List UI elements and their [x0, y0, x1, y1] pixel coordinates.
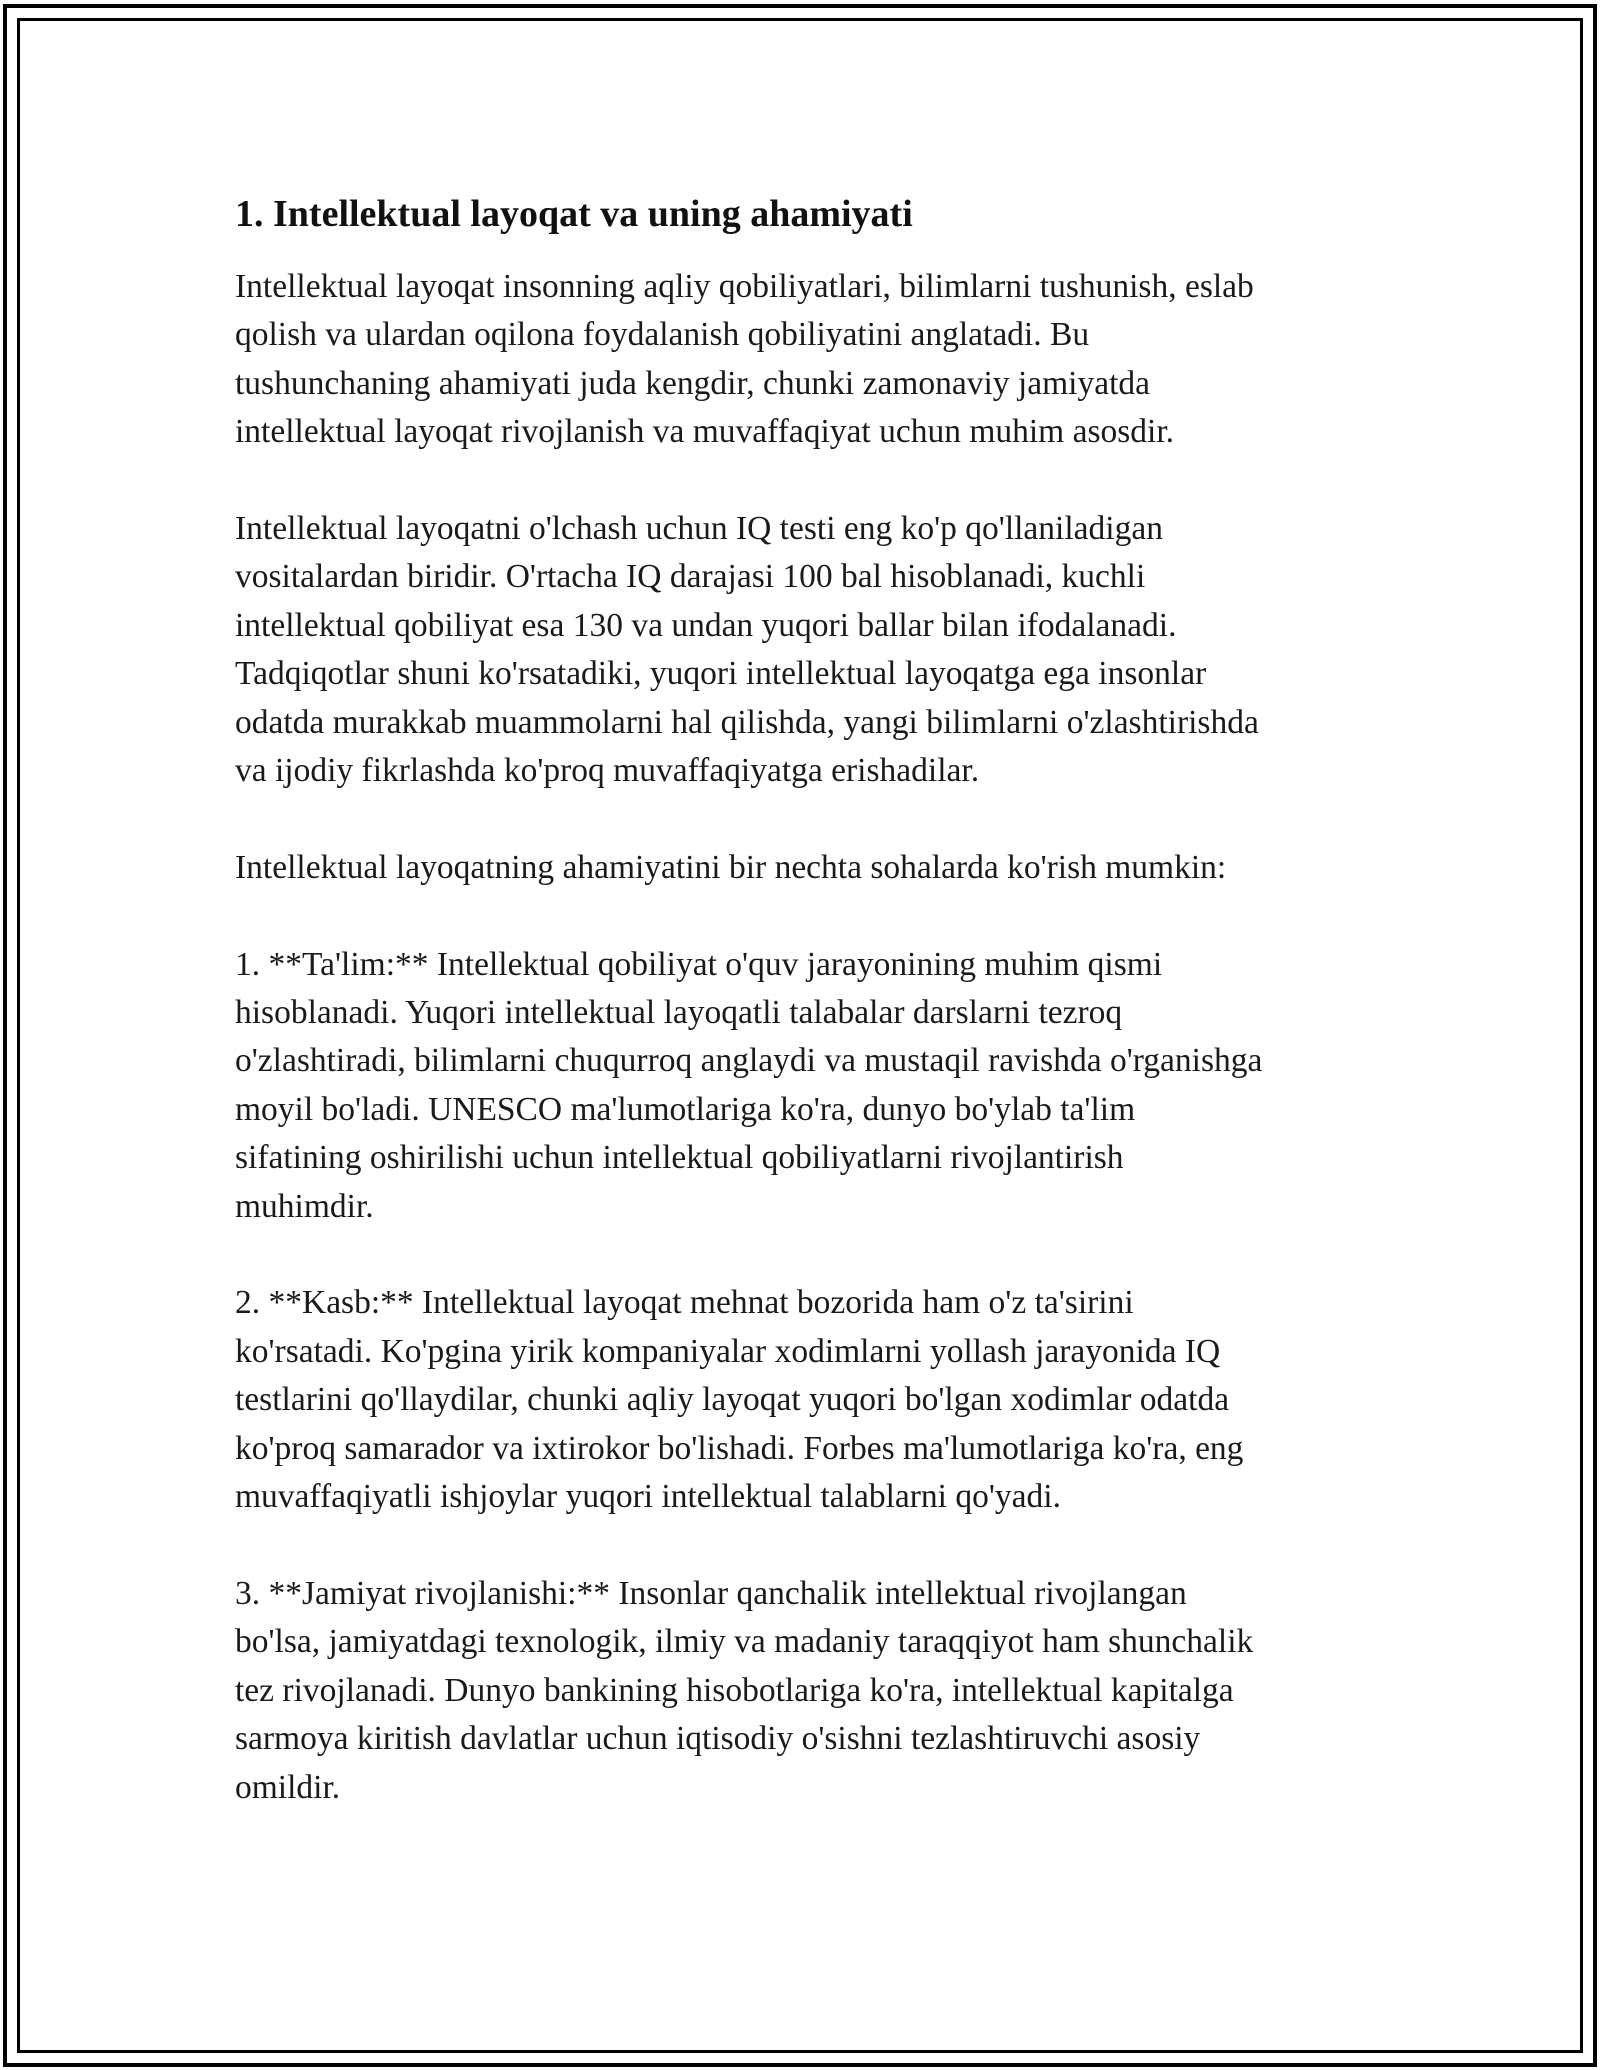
text-line: 1. **Ta'lim:** Intellektual qobiliyat o'quv jarayonining muhim qismi	[235, 945, 1163, 983]
list-item-society	[235, 1570, 1375, 1812]
text-line: muvaffaqiyatli ishjoylar yuqori intellektual talablarni qo'yadi.	[235, 1478, 1061, 1516]
text-line: muhimdir.	[235, 1187, 374, 1225]
text-line: Intellektual layoqatning ahamiyatini bir nechta sohalarda ko'rish mumkin:	[235, 848, 1227, 886]
text-line: Intellektual layoqatni o'lchash uchun IQ testi eng ko'p qo'llaniladigan	[235, 510, 1163, 548]
text-line: intellektual layoqat rivojlanish va muvaffaqiyat uchun muhim asosdir.	[235, 413, 1175, 451]
paragraph-definition	[235, 263, 1375, 457]
text-line: 2. **Kasb:** Intellektual layoqat mehnat bozorida ham o'z ta'sirini	[235, 1284, 1134, 1322]
list-item-education	[235, 941, 1375, 1231]
text-line: bo'lsa, jamiyatdagi texnologik, ilmiy va madaniy taraqqiyot ham shunchalik	[235, 1623, 1254, 1661]
list-item-profession	[235, 1279, 1375, 1521]
text-line: vositalardan biridir. O'rtacha IQ darajasi 100 bal hisoblanadi, kuchli	[235, 558, 1146, 596]
text-line: omildir.	[235, 1768, 341, 1806]
text-line: Tadqiqotlar shuni ko'rsatadiki, yuqori intellektual layoqatga ega insonlar	[235, 655, 1207, 693]
section-heading: 1. Intellektual layoqat va uning ahamiyati	[235, 193, 913, 235]
text-line: Intellektual layoqat insonning aqliy qobiliyatlari, bilimlarni tushunish, eslab	[235, 268, 1254, 305]
text-line: tez rivojlanadi. Dunyo bankining hisobotlariga ko'ra, intellektual kapitalga	[235, 1671, 1234, 1709]
text-line: va ijodiy fikrlashda ko'proq muvaffaqiyatga erishadilar.	[235, 752, 980, 790]
text-line: sifatining oshirilishi uchun intellektual qobiliyatlarni rivojlantirish	[235, 1139, 1124, 1177]
text-line: 3. **Jamiyat rivojlanishi:** Insonlar qanchalik intellektual rivojlangan	[235, 1574, 1187, 1612]
text-line: odatda murakkab muammolarni hal qilishda, yangi bilimlarni o'zlashtirishda	[235, 703, 1259, 741]
text-line: sarmoya kiritish davlatlar uchun iqtisodiy o'sishni tezlashtiruvchi asosiy	[235, 1720, 1201, 1758]
text-line: ko'proq samarador va ixtirokor bo'lishadi. Forbes ma'lumotlariga ko'ra, eng	[235, 1429, 1244, 1467]
text-line: moyil bo'ladi. UNESCO ma'lumotlariga ko'ra, dunyo bo'ylab ta'lim	[235, 1090, 1136, 1128]
document-body	[235, 185, 1375, 1860]
text-line: ko'rsatadi. Ko'pgina yirik kompaniyalar xodimlarni yollash jarayonida IQ	[235, 1332, 1221, 1370]
paragraph-intro-list	[235, 844, 1375, 892]
text-line: intellektual qobiliyat esa 130 va undan yuqori ballar bilan ifodalanadi.	[235, 606, 1177, 644]
text-line: o'zlashtiradi, bilimlarni chuqurroq anglaydi va mustaqil ravishda o'rganishga	[235, 1042, 1263, 1080]
text-line: tushunchaning ahamiyati juda kengdir, chunki zamonaviy jamiyatda	[235, 364, 1151, 402]
text-line: hisoblanadi. Yuqori intellektual layoqatli talabalar darslarni tezroq	[235, 994, 1123, 1032]
text-line: testlarini qo'llaydilar, chunki aqliy layoqat yuqori bo'lgan xodimlar odatda	[235, 1381, 1230, 1419]
text-line: qolish va ulardan oqilona foydalanish qobiliyatini anglatadi. Bu	[235, 316, 1090, 354]
paragraph-iq-measurement	[235, 505, 1375, 795]
